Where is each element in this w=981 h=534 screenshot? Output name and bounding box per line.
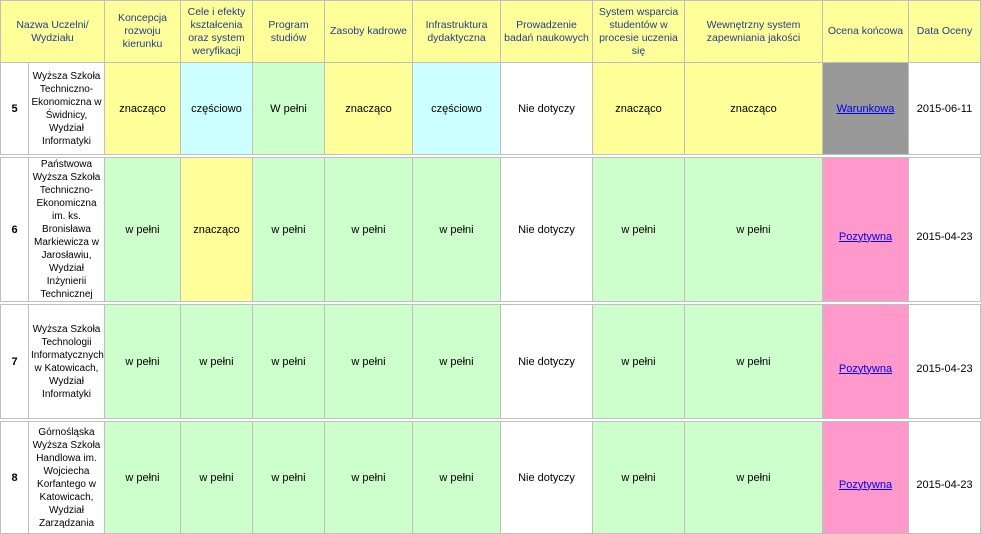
header-university: Nazwa Uczelni/ Wydziału [1,1,105,63]
table-row [1,422,981,534]
cell-jakosc: w pełni [685,158,823,302]
cell-program: w pełni [253,305,325,419]
cell-koncepcja: znacząco [105,63,181,155]
cell-data: 2015-04-23 [909,422,981,534]
cell-program: w pełni [253,422,325,534]
cell-infrastruktura: w pełni [413,158,501,302]
ocena-link[interactable]: Pozytywna [838,362,893,375]
row-number: 8 [1,422,29,534]
table-row [1,63,981,155]
header-koncepcja: Koncepcja rozwoju kierunku [105,1,181,63]
cell-badania: Nie dotyczy [501,305,593,419]
cell-program: w pełni [253,158,325,302]
cell-infrastruktura: częściowo [413,63,501,155]
row-number: 6 [1,158,29,302]
cell-cele: znacząco [181,158,253,302]
cell-ocena [823,422,909,534]
cell-wsparcie: w pełni [593,422,685,534]
header-wsparcie: System wsparcia studentów w procesie uczenia się [593,1,685,63]
header-program: Program studiów [253,1,325,63]
cell-cele: w pełni [181,422,253,534]
university-name: Państwowa Wyższa Szkoła Techniczno-Ekonomiczna im. ks. Bronisława Markiewicza w Jarosławiu, Wydział Inżynierii Technicznej [29,158,105,302]
ocena-link[interactable]: Pozytywna [838,478,893,491]
cell-jakosc: w pełni [685,422,823,534]
cell-jakosc: znacząco [685,63,823,155]
cell-wsparcie: znacząco [593,63,685,155]
cell-koncepcja: w pełni [105,158,181,302]
cell-badania: Nie dotyczy [501,63,593,155]
cell-zasoby: w pełni [325,305,413,419]
university-name: Górnośląska Wyższa Szkoła Handlowa im. Wojciecha Korfantego w Katowicach, Wydział Zarządzania [29,422,105,534]
cell-zasoby: w pełni [325,422,413,534]
cell-cele: w pełni [181,305,253,419]
header-infrastruktura: Infrastruktura dydaktyczna [413,1,501,63]
header-ocena: Ocena końcowa [823,1,909,63]
ocena-link[interactable]: Warunkowa [836,102,895,115]
header-row [1,1,981,63]
cell-infrastruktura: w pełni [413,305,501,419]
ocena-link[interactable]: Pozytywna [838,230,893,243]
cell-zasoby: w pełni [325,158,413,302]
cell-jakosc: w pełni [685,305,823,419]
cell-cele: częściowo [181,63,253,155]
header-jakosc: Wewnętrzny system zapewniania jakości [685,1,823,63]
cell-ocena [823,158,909,302]
university-name: Wyższa Szkoła Technologii Informatycznych w Katowicach, Wydział Informatyki [29,305,105,419]
university-name: Wyższa Szkoła Techniczno-Ekonomiczna w Świdnicy, Wydział Informatyki [29,63,105,155]
header-zasoby: Zasoby kadrowe [325,1,413,63]
cell-badania: Nie dotyczy [501,422,593,534]
cell-program: W pełni [253,63,325,155]
table-row [1,158,981,302]
cell-data: 2015-04-23 [909,305,981,419]
cell-badania: Nie dotyczy [501,158,593,302]
cell-data: 2015-04-23 [909,158,981,302]
row-number: 5 [1,63,29,155]
cell-koncepcja: w pełni [105,422,181,534]
header-cele: Cele i efekty kształcenia oraz system weryfikacji [181,1,253,63]
row-number: 7 [1,305,29,419]
table-row [1,305,981,419]
header-badania: Prowadzenie badań naukowych [501,1,593,63]
cell-zasoby: znacząco [325,63,413,155]
cell-wsparcie: w pełni [593,158,685,302]
cell-ocena [823,305,909,419]
cell-ocena [823,63,909,155]
cell-infrastruktura: w pełni [413,422,501,534]
cell-wsparcie: w pełni [593,305,685,419]
header-data: Data Oceny [909,1,981,63]
cell-data: 2015-06-11 [909,63,981,155]
cell-koncepcja: w pełni [105,305,181,419]
